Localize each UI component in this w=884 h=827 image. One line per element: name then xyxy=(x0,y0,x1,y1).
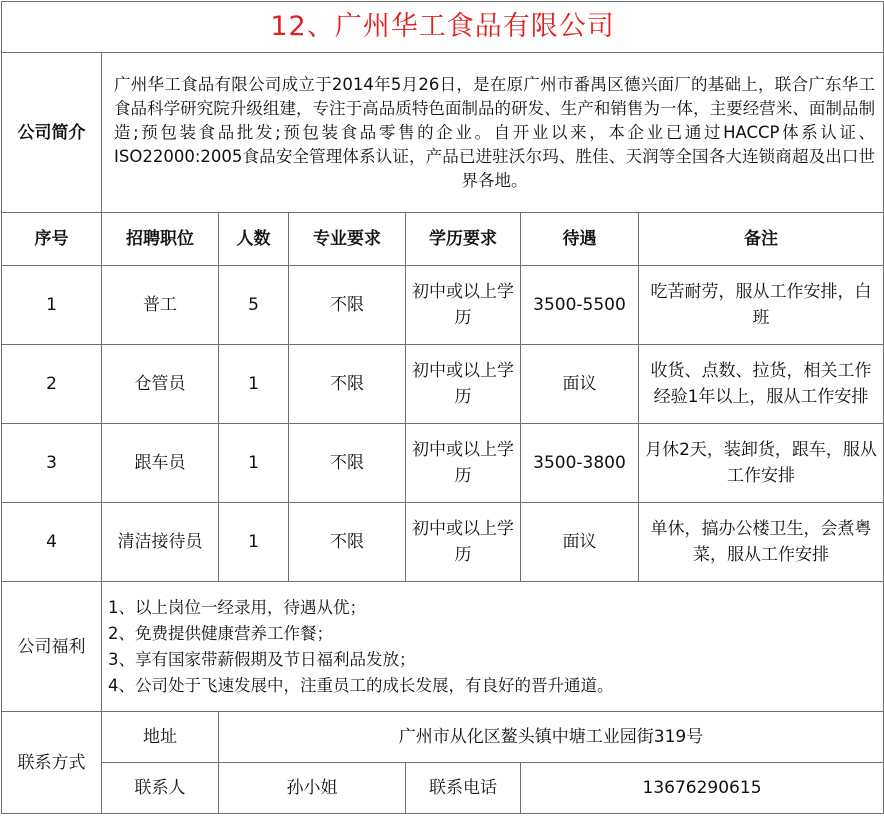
job-no: 2 xyxy=(2,345,102,424)
table-row xyxy=(2,424,884,503)
header-note: 备注 xyxy=(639,213,884,266)
phone-value: 13676290615 xyxy=(521,763,884,814)
job-note: 吃苦耐劳，服从工作安排，白班 xyxy=(639,266,884,345)
phone-label: 联系电话 xyxy=(406,763,521,814)
benefits-list xyxy=(102,582,884,712)
contact-label: 联系方式 xyxy=(2,712,102,814)
address-value: 广州市从化区鳌头镇中塘工业园街319号 xyxy=(219,712,884,763)
job-count: 1 xyxy=(219,424,289,503)
benefit-item: 1、以上岗位一经录用，待遇从优； xyxy=(108,597,366,617)
job-note: 收货、点数、拉货，相关工作经验1年以上，服从工作安排 xyxy=(639,345,884,424)
job-education: 初中或以上学历 xyxy=(406,424,521,503)
job-pay: 面议 xyxy=(521,345,639,424)
benefit-item: 3、享有国家带薪假期及节日福利品发放； xyxy=(108,649,416,669)
contact-person-label: 联系人 xyxy=(102,763,219,814)
job-education: 初中或以上学历 xyxy=(406,503,521,582)
contact-person-value: 孙小姐 xyxy=(219,763,406,814)
job-no: 3 xyxy=(2,424,102,503)
recruitment-table xyxy=(1,1,884,814)
job-major: 不限 xyxy=(289,424,406,503)
job-major: 不限 xyxy=(289,266,406,345)
job-pay: 3500-5500 xyxy=(521,266,639,345)
header-position: 招聘职位 xyxy=(102,213,219,266)
job-count: 1 xyxy=(219,503,289,582)
header-pay: 待遇 xyxy=(521,213,639,266)
benefits-label: 公司福利 xyxy=(2,582,102,712)
table-row xyxy=(2,345,884,424)
job-position: 仓管员 xyxy=(102,345,219,424)
address-label: 地址 xyxy=(102,712,219,763)
job-position: 清洁接待员 xyxy=(102,503,219,582)
job-no: 1 xyxy=(2,266,102,345)
job-pay: 面议 xyxy=(521,503,639,582)
table-row xyxy=(2,503,884,582)
header-major: 专业要求 xyxy=(289,213,406,266)
job-count: 1 xyxy=(219,345,289,424)
job-education: 初中或以上学历 xyxy=(406,345,521,424)
company-title: 12、广州华工食品有限公司 xyxy=(2,2,884,53)
header-count: 人数 xyxy=(219,213,289,266)
job-position: 普工 xyxy=(102,266,219,345)
table-row xyxy=(2,266,884,345)
intro-label: 公司简介 xyxy=(2,53,102,213)
header-no: 序号 xyxy=(2,213,102,266)
header-education: 学历要求 xyxy=(406,213,521,266)
benefit-item: 2、免费提供健康营养工作餐； xyxy=(108,623,333,643)
company-intro: 广州华工食品有限公司成立于2014年5月26日，是在原广州市番禺区德兴面厂的基础上，联合广东华工食品科学研究院升级组建，专注于高品质特色面制品的研发、生产和销售为一体，主要经营米、面制品制造;预包装食品批发;预包装食品零售的企业。自开业以来，本企业已通过HACCP体系认证、ISO22000:2005食品安全管理体系认证，产品已进驻沃尔玛、胜佳、天润等全国各大连锁商超及出口世界各地。 xyxy=(102,53,884,213)
benefit-item: 4、公司处于飞速发展中，注重员工的成长发展，有良好的晋升通道。 xyxy=(108,675,614,695)
job-note: 月休2天，装卸货，跟车，服从工作安排 xyxy=(639,424,884,503)
job-position: 跟车员 xyxy=(102,424,219,503)
job-major: 不限 xyxy=(289,503,406,582)
job-count: 5 xyxy=(219,266,289,345)
job-no: 4 xyxy=(2,503,102,582)
column-header-row xyxy=(2,213,884,266)
job-note: 单休，搞办公楼卫生，会煮粤菜，服从工作安排 xyxy=(639,503,884,582)
job-education: 初中或以上学历 xyxy=(406,266,521,345)
job-major: 不限 xyxy=(289,345,406,424)
job-pay: 3500-3800 xyxy=(521,424,639,503)
